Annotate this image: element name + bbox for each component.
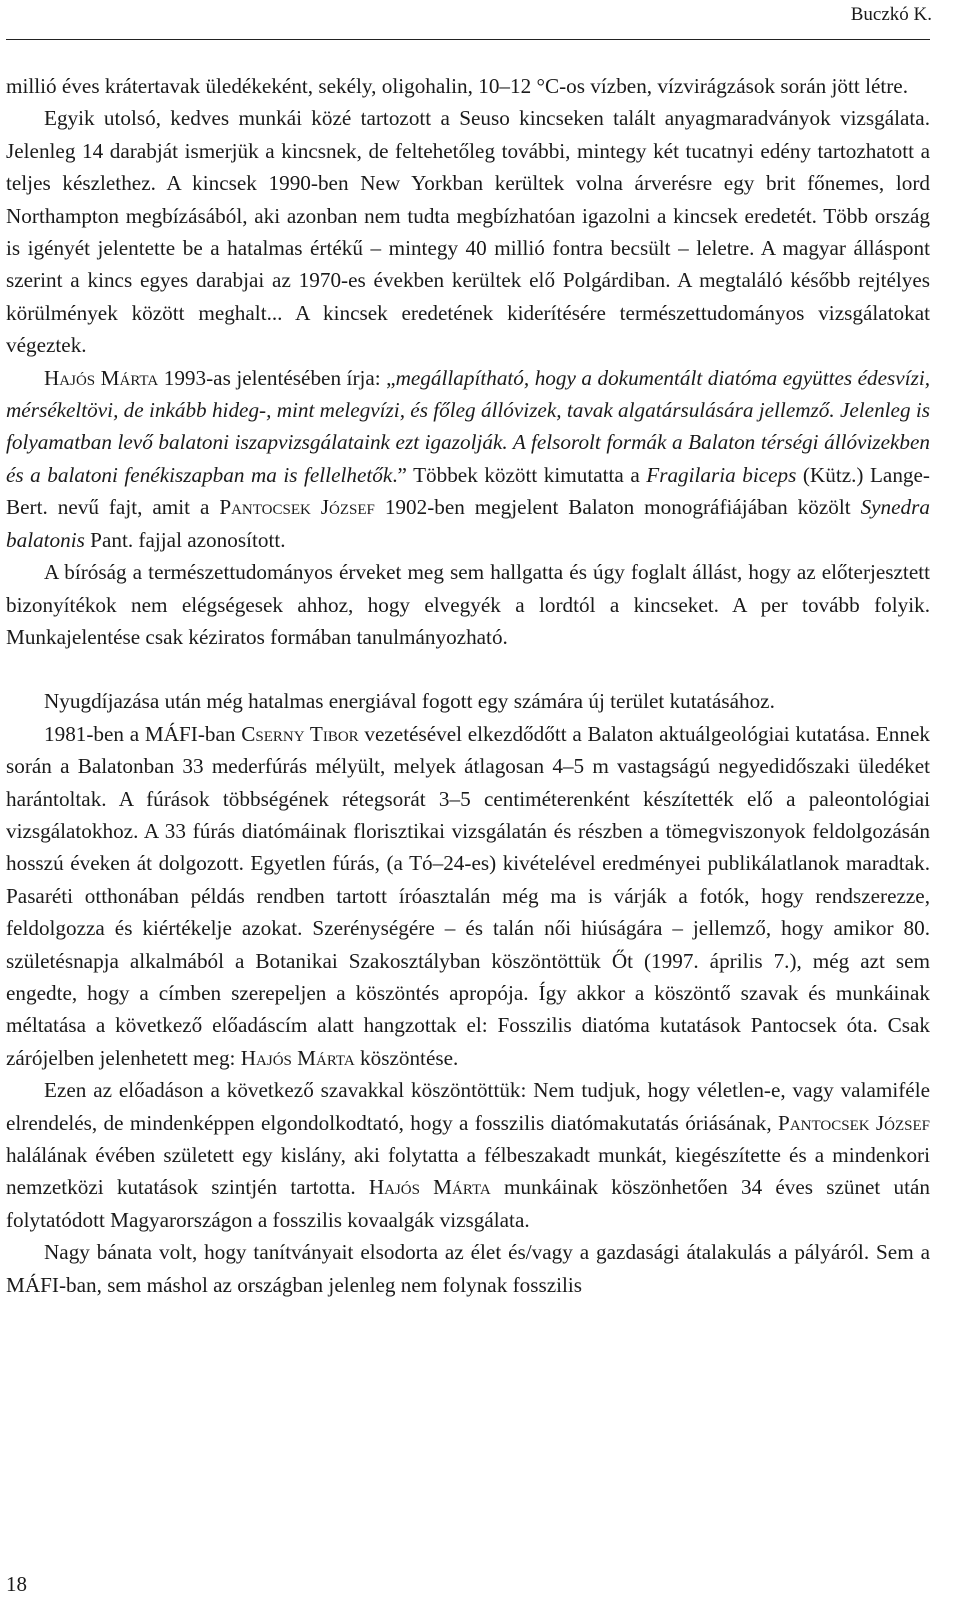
paragraph-hajos-report: Hajós Márta 1993-as jelentésében írja: „megállapítható, hogy a dokumentált diatóma együttes édesvízi, mérsékeltövi, de inkább hideg-, mint melegvízi, és főleg állóvizek, tavak algatársulására jellemző. Jelenleg is folyamatban levő balatoni iszapvizsgálataink ezt igazolják. A felsorolt formák a Balaton térségi állóvizekben és a balatoni fenékiszapban ma is fellelhetők.” Többek között kimutatta a Fragilaria biceps (Kütz.) Lange-Bert. nevű fajt, amit a Pantocsek József 1902-ben megjelent Balaton monográfiájában közölt Synedra balatonis Pant. fajjal azonosított. (6, 365, 931, 552)
author-name-hajos-marta: Hajós Márta (240, 1045, 355, 1070)
taxon-synedra-balatonis: Synedra balatonis (6, 495, 930, 552)
author-name-cserny-tibor: Cserny Tibor (241, 721, 359, 746)
author-name-hajos-marta: Hajós Márta (368, 1175, 491, 1200)
paragraph-students-sorrow: Nagy bánata volt, hogy tanítványait elsodorta az élet és/vagy a gazdasági átalakulás a pályáról. Sem a MÁFI-ban, sem máshol az országban jelenleg nem folynak fosszilis (6, 1240, 930, 1297)
article-body (6, 70, 930, 1301)
paragraph-balaton-research: 1981-ben a MÁFI-ban Cserny Tibor vezetésével elkezdődőtt a Balaton aktuálgeológiai kutatása. Ennek során a Balatonban 33 mederfúrás mélyült, melyek átlagosan 4–5 m vastagságú negyedidőszaki üledéket harántoltak. A fúrások többségének rétegsorát 3–5 centiméterenként készítették elő a paleontológiai vizsgálatokhoz. A 33 fúrás diatómáinak florisztikai vizsgálatán és részben a tömegviszonyok feldolgozásán hosszú éveken át dolgozott. Egyetlen fúrás, (a Tó–24-es) kivételével eredményei publikálatlanok maradtak. Pasaréti otthonában példás rendben tartott íróasztalán még ma is várják a fotók, hogy rendszerezze, feldolgozza és kiértékelje azokat. Szerénységére – és talán női hiúságára – jellemző, hogy amikor 80. születésnapja alkalmából a Botanikai Szakosztályban köszöntöttük Őt (1997. április 7.), még azt sem engedte, hogy a címben szerepeljen a köszöntés apropója. Így akkor a köszöntő szavak és munkáinak méltatása a következő előadáscím alatt hangzottak el: Fosszilis diatóma kutatások Pantocsek óta. Csak zárójelben jelenhetett meg: Hajós Márta köszöntése. (6, 721, 930, 1070)
header-rule (6, 39, 930, 40)
author-name-hajos-marta: Hajós Márta (44, 365, 159, 390)
running-header-author: Buczkó K. (850, 4, 932, 25)
page-number: 18 (6, 1572, 27, 1596)
paragraph-retirement: Nyugdíjazása után még hatalmas energiával fogott egy számára új terület kutatásához. (44, 689, 775, 714)
paragraph-court-decision: A bíróság a természettudományos érveket meg sem hallgatta és úgy foglalt állást, hogy az előterjesztett bizonyítékok nem elégségesek ahhoz, hogy elvegyék a lordtól a kincseket. A per tovább folyik. Munkajelentése csak kéziratos formában tanulmányozható. (6, 560, 930, 649)
author-name-pantocsek-jozsef: Pantocsek József (219, 495, 375, 520)
paragraph-seuso-treasure: Egyik utolsó, kedves munkái közé tartozott a Seuso kincseken talált anyagmaradványok vizsgálata. Jelenleg 14 darabját ismerjük a kincsnek, de feltehetőleg további, mintegy két tucatnyi edény tartozhatott a teljes készlethez. A kincsek 1990-ben New Yorkban kerültek volna árverésre egy brit főnemes, lord Northampton megbízásából, aki azonban nem tudta megbízhatóan igazolni a kincsek eredetét. Több ország is igényét jelentette be a hatalmas értékű – mintegy 40 millió fontra becsült – leletre. A magyar álláspont szerint a kincs egyes darabjai az 1970-es években kerültek elő Polgárdiban. A megtaláló később rejtélyes körülmények között meghalt... A kincsek eredetének kiderítésére természettudományos vizsgálatokat végeztek. (6, 106, 930, 358)
quoted-report-text: megállapítható, hogy a dokumentált diatóma együttes édesvízi, mérsékeltövi, de inkább hideg-, mint melegvízi, és főleg állóvizek, tavak algatársulására jellemző. Jelenleg is folyamatban levő balatoni iszapvizsgálataink ezt igazolják. A felsorolt formák a Balaton térségi állóvizekben és a balatoni fenékiszapban ma is fellelhetők (6, 365, 931, 487)
paragraph-continuation: millió éves krátertavak üledékeként, sekély, oligohalin, 10–12 °C-os vízben, vízvirágzások során jött létre. (6, 74, 909, 98)
paragraph-greeting-speech: Ezen az előadáson a következő szavakkal köszöntöttük: Nem tudjuk, hogy véletlen-e, vagy valamiféle elrendelés, de mindenképpen elgondolkodtató, hogy a fosszilis diatómakutatás óriásának, Pantocsek József halálának évében született egy kislány, aki folytatta a félbeszakadt munkát, kiegészítette és a mindenkori nemzetközi kutatások szintjén tartotta. Hajós Márta munkáinak köszönhetően 34 éves szünet után folytatódott Magyarországon a fosszilis kovaalgák vizsgálata. (6, 1078, 931, 1232)
author-name-pantocsek-jozsef: Pantocsek József (778, 1110, 931, 1135)
taxon-fragilaria-biceps: Fragilaria biceps (646, 462, 797, 487)
